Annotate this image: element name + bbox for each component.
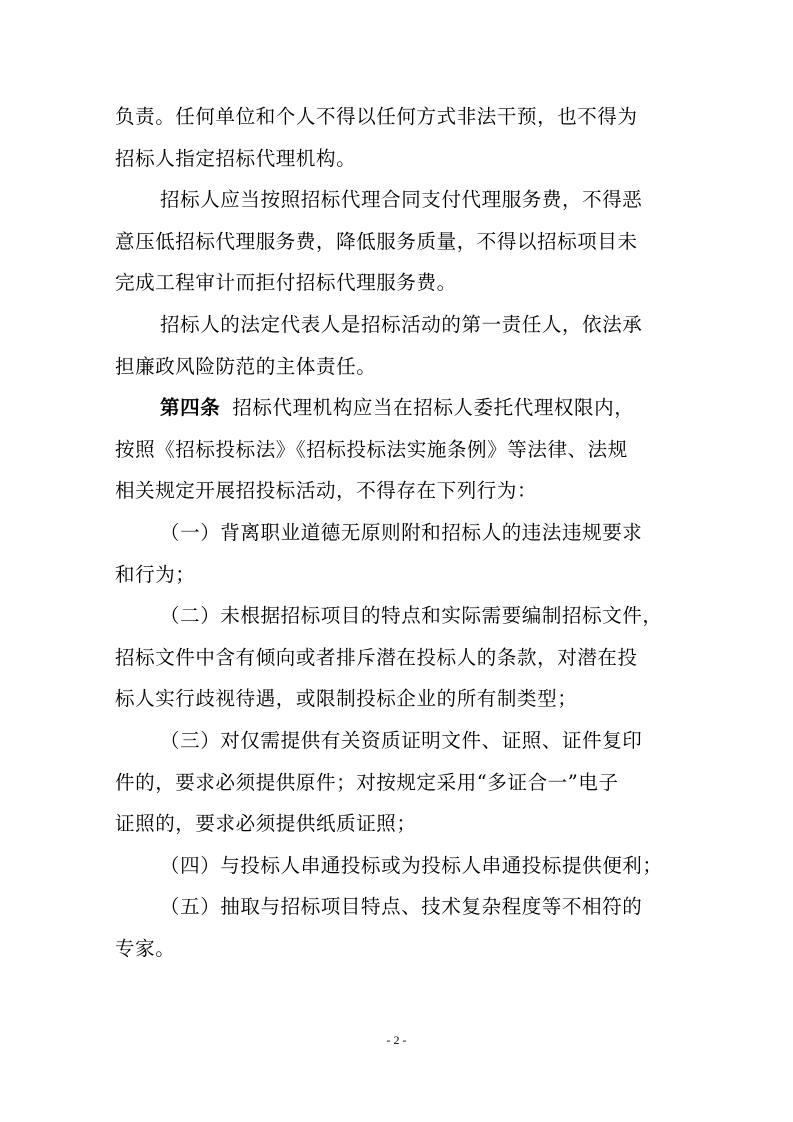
text-line: （四）与投标人串通投标或为投标人串通投标提供便利；: [160, 853, 663, 877]
text-line: 专家。: [115, 936, 176, 960]
text-line: 招标人应当按照招标代理合同支付代理服务费，不得恶: [160, 188, 643, 212]
text-line: 按照《招标投标法》《招标投标法实施条例》等法律、法规: [115, 437, 628, 461]
text-line: 意压低招标代理服务费，降低服务质量，不得以招标项目未: [115, 229, 638, 253]
text-line: 招标人的法定代表人是招标活动的第一责任人，依法承: [160, 312, 643, 336]
text-line: （五）抽取与招标项目特点、技术复杂程度等不相符的: [160, 895, 643, 919]
article-line: [115, 387, 680, 429]
text-line: 担廉政风险防范的主体责任。: [115, 354, 377, 378]
text-line: 相关规定开展招投标活动，不得存在下列行为：: [115, 479, 538, 503]
text-line: （三）对仅需提供有关资质证明文件、证照、证件复印: [160, 728, 643, 752]
page-number: - 2 -: [386, 1033, 407, 1047]
text-line: 负责。任何单位和个人不得以任何方式非法干预，也不得为: [115, 105, 638, 128]
text-line: 和行为；: [115, 562, 196, 586]
text-line: 完成工程审计而拒付招标代理服务费。: [115, 271, 457, 295]
text-line: 招标代理机构应当在招标人委托代理权限内，: [232, 396, 635, 420]
text-line: 招标人指定招标代理机构。: [115, 146, 357, 170]
text-line: （二）未根据招标项目的特点和实际需要编制招标文件，: [160, 604, 663, 628]
text-line: 招标文件中含有倾向或者排斥潜在投标人的条款，对潜在投: [115, 645, 638, 669]
text-line: （一）背离职业道德无原则附和招标人的违法违规要求: [160, 520, 643, 544]
article-label: 第四条: [160, 396, 221, 420]
body-text: [115, 96, 680, 969]
text-line: 证照的，要求必须提供纸质证照；: [115, 812, 417, 836]
text-line: 件的，要求必须提供原件；对按规定采用“多证合一”电子: [115, 770, 619, 794]
text-line: 标人实行歧视待遇，或限制投标企业的所有制类型；: [115, 687, 578, 711]
